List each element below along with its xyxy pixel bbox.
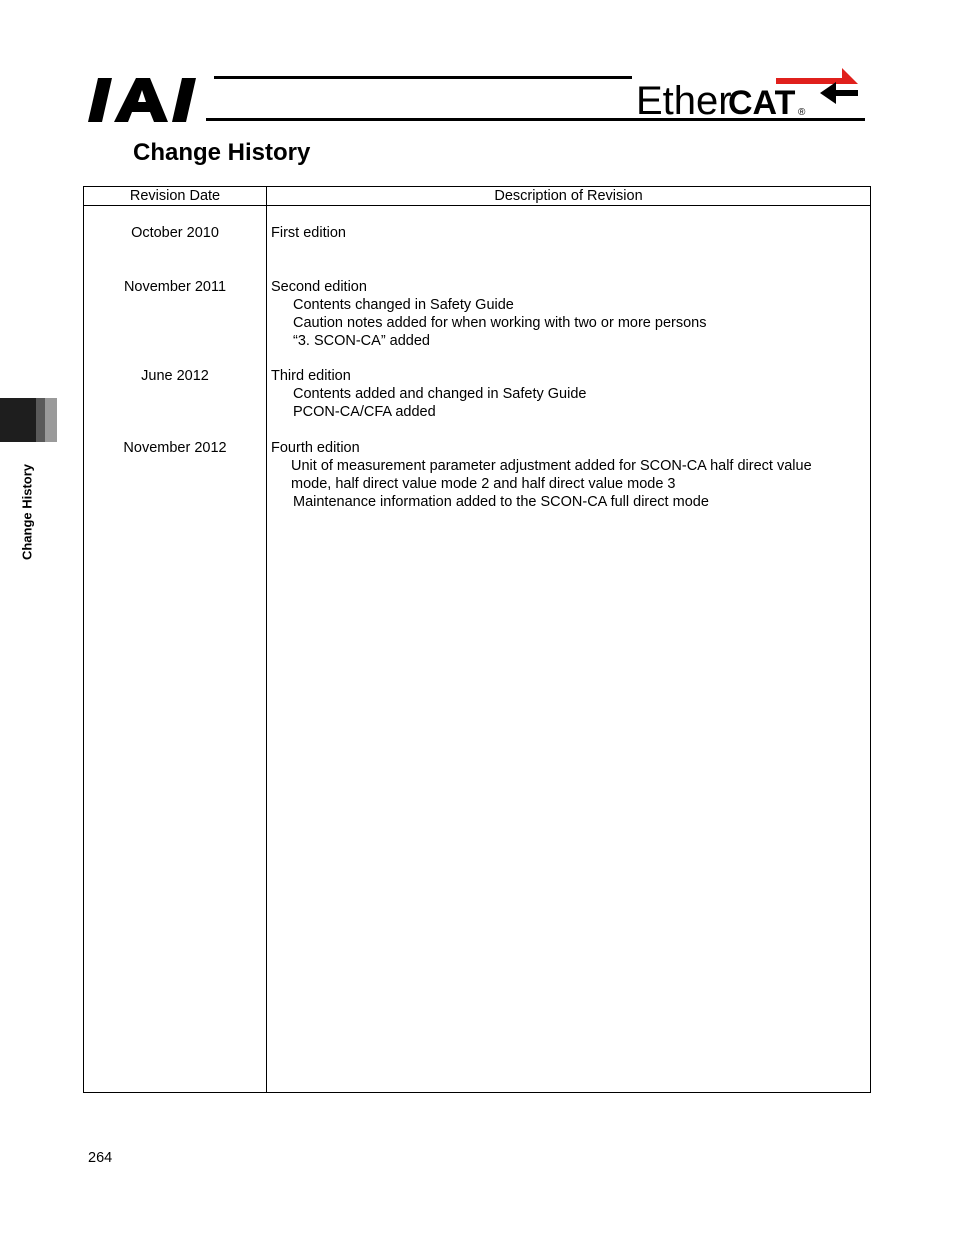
iai-logo	[86, 70, 206, 126]
description-line: Caution notes added for when working with two or more persons	[293, 315, 707, 331]
side-tab-mid-block	[36, 398, 45, 442]
revision-date: November 2012	[123, 440, 227, 456]
description-line: Second edition	[271, 279, 367, 295]
column-divider	[266, 187, 267, 1092]
side-tab-dark-block	[0, 398, 36, 442]
change-history-table	[83, 186, 871, 1093]
column-header-revision-date: Revision Date	[129, 188, 221, 204]
revision-date: June 2012	[141, 368, 209, 384]
description-line: Contents changed in Safety Guide	[293, 297, 514, 313]
description-line: First edition	[271, 225, 346, 241]
column-header-description: Description of Revision	[494, 188, 643, 204]
revision-description	[271, 439, 860, 511]
revision-date: November 2011	[123, 279, 227, 295]
description-line: Fourth edition	[271, 440, 360, 456]
ethercat-logo	[636, 64, 862, 118]
page-title: Change History	[133, 139, 311, 166]
header-rule-bottom	[206, 118, 865, 121]
header-rule-top	[214, 76, 632, 79]
side-tab-light-block	[45, 398, 57, 442]
svg-text:CAT: CAT	[728, 84, 796, 118]
description-line: Contents added and changed in Safety Guide	[293, 386, 587, 402]
description-line: Third edition	[271, 368, 351, 384]
page-number: 264	[88, 1150, 113, 1166]
revision-date: October 2010	[131, 225, 219, 241]
revision-description	[271, 367, 860, 421]
svg-text:Ether: Ether	[636, 79, 732, 118]
description-line: Maintenance information added to the SCON-CA full direct mode	[293, 494, 709, 510]
description-line: PCON-CA/CFA added	[293, 404, 436, 420]
description-line: “3. SCON-CA” added	[293, 333, 430, 349]
svg-text:®: ®	[798, 107, 806, 118]
description-line: Unit of measurement parameter adjustment added for SCON-CA half direct value	[291, 458, 812, 474]
header-divider	[84, 205, 870, 206]
revision-description	[271, 278, 860, 350]
revision-description	[271, 224, 860, 242]
description-line: mode, half direct value mode 2 and half direct value mode 3	[291, 476, 676, 492]
side-tab-label: Change History	[19, 463, 35, 561]
